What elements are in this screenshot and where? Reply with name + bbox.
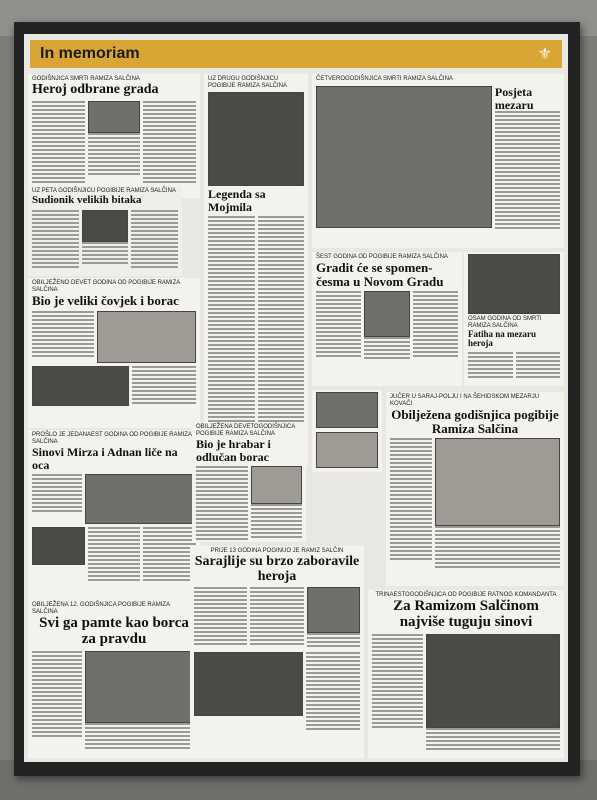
clipping-headline: Za Ramizom Salčinom najviše tuguju sinovi <box>393 598 539 630</box>
portrait-photo <box>82 210 129 242</box>
clipping-sinovi <box>28 430 200 600</box>
clipping-kicker: UZ DRUGU GODIŠNJICU POGIBIJE RAMIZA SALČINA <box>208 76 288 89</box>
clipping-posjeta <box>312 74 564 248</box>
banner-title: In memoriam <box>40 45 140 62</box>
clipping-headline: Fatiha na mezaru heroja <box>468 329 536 349</box>
clipping-kicker: TRINAESTOGODIŠNJICA OD POGIBIJE RATNOG KOMANDANTA <box>375 592 557 598</box>
clipping-kicker: ČETVEROGODIŠNJICA SMRTI RAMIZA SALČINA <box>316 76 453 82</box>
clipping-headline: Legenda sa Mojmila <box>208 187 266 214</box>
clipping-kicker: PRIJE 13 GODINA POGINUO JE RAMIZ SALČIN <box>210 548 344 554</box>
clipping-pamte <box>28 600 200 758</box>
clipping-photo-strip <box>312 390 382 472</box>
clipping-kicker: UZ PETA GODIŠNJICU POGIBIJE RAMIZA SALČINA <box>32 188 176 194</box>
family-photo <box>85 474 196 524</box>
clipping-kicker: ŠEST GODINA OD POGIBIJE RAMIZA SALČINA <box>316 254 448 260</box>
clipping-headline: Sudionik velikih bitaka <box>32 194 142 206</box>
clipping-headline: Bio je veliki čovjek i borac <box>32 293 179 308</box>
clipping-legenda <box>204 74 308 466</box>
fleur-de-lis-icon: ⚜ <box>537 46 552 63</box>
clipping-heroj <box>28 74 200 198</box>
clipping-headline: Obilježena godišnjica pogibije Ramiza Salčina <box>391 407 559 436</box>
clipping-kicker: OSAM GODINA OD SMRTI RAMIZA SALČINA <box>468 316 542 329</box>
clipping-hrabar <box>192 422 306 542</box>
soldiers-photo <box>208 92 304 186</box>
clipping-headline: Sarajlije su brzo zaboravile heroja <box>194 554 360 584</box>
clipping-obiljezena <box>386 392 564 586</box>
gathering-photo <box>85 651 196 723</box>
clipping-kicker: OBILJEŽENA 12. GODIŠNJICA POGIBIJE RAMIZA SALČINA <box>32 602 170 615</box>
cemetery-photo <box>316 86 492 228</box>
mourners-photo <box>468 254 560 314</box>
clipping-spomen <box>312 252 462 386</box>
ceremony-photo <box>435 438 560 526</box>
ceremony-photo <box>97 311 196 363</box>
memorial-poster <box>24 34 568 762</box>
clipping-headline: Gradit će se spomen-česma u Novom Gradu <box>316 260 444 289</box>
group-photo <box>194 652 303 716</box>
clipping-kicker: OBILJEŽENA DEVETOGODIŠNJICA POGIBIJE RAMIZA SALČINA <box>196 424 295 437</box>
clipping-headline: Heroj odbrane grada <box>32 82 159 97</box>
portrait-photo <box>364 291 409 337</box>
clipping-kicker: OBILJEŽENO DEVET GODINA OD POGIBIJE RAMIZA SALČINA <box>32 280 180 293</box>
clipping-headline: Sinovi Mirza i Adnan liče na oca <box>32 445 178 472</box>
clipping-kicker: PROŠLO JE JEDANAEST GODINA OD POGIBIJE RAMIZA SALČINA <box>32 432 192 445</box>
event-photo <box>316 432 378 468</box>
clipping-headline: Svi ga pamte kao borca za pravdu <box>39 615 189 647</box>
clipping-kicker: JUČER U SARAJ-POLJU I NA ŠEHIDSKOM MEZARJU KOVAČI <box>390 394 540 407</box>
poster-banner <box>30 40 562 68</box>
memorial-photo <box>251 466 303 504</box>
clipping-sinovi2 <box>368 590 564 758</box>
event-photo <box>316 392 378 428</box>
clipping-kicker: GODIŠNJICA SMRTI RAMIZA SALČINA <box>32 76 140 82</box>
clipping-covjek <box>28 278 200 428</box>
clipping-fatiha <box>464 252 564 386</box>
portrait-photo <box>32 527 85 565</box>
clipping-body <box>32 101 196 185</box>
portrait-photo <box>307 587 360 633</box>
crowd-photo <box>32 366 129 406</box>
clipping-headline: Bio je hrabar i odlučan borac <box>196 437 271 464</box>
clipping-sarajlije <box>190 546 364 758</box>
crowd-photo <box>426 634 560 728</box>
clipping-headline: Posjeta mezaru <box>494 85 534 112</box>
clipping-sudionik <box>28 186 182 276</box>
portrait-photo <box>88 101 141 133</box>
